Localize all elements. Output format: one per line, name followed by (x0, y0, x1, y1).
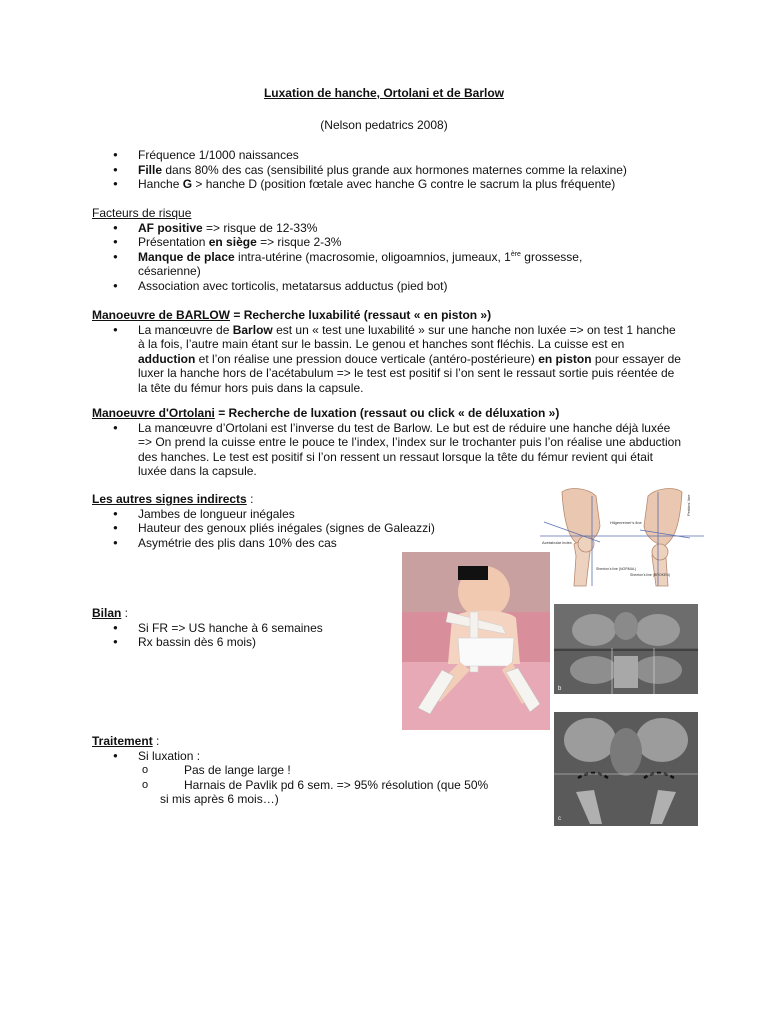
list-item: ● Hauteur des genoux pliés inégales (signes de Galeazzi) (92, 521, 532, 536)
risk-factors-section (92, 206, 692, 293)
bilan-section (92, 606, 392, 650)
baby-harness-photo (402, 552, 550, 730)
treatment-section (92, 734, 532, 807)
section-heading: Traitement : (92, 734, 160, 748)
intro-section (92, 148, 692, 192)
list-item: o Harnais de Pavlik pd 6 sem. => 95% résolution (que 50% (92, 778, 532, 793)
diagram-label: Shenton's line (NORMAL) (596, 567, 637, 571)
list-item: ● Fréquence 1/1000 naissances (92, 148, 692, 163)
list-item: ● La manœuvre de Barlow est un « test une luxabilité » sur une hanche non luxée => on test 1 hanche à la fois, l’autre main étant sur le bassin. Le genou et hanches sont fléchis. La cuisse est en adduction et l’on réalise une pression douce verticale (antéro-postérieure) en piston pour essayer de luxer la hanche hors de l’acétabulum => le test est positif si l’on sent le ressaut sortie puis réentée de la tête du fémur hors puis dans la capsule. (92, 323, 684, 396)
figure-letter: b (558, 686, 562, 692)
indirect-signs-section (92, 492, 532, 550)
diagram-label: Acetabular index (542, 540, 572, 545)
list-item: ● Si FR => US hanche à 6 semaines (92, 621, 392, 636)
section-heading: Les autres signes indirects : (92, 492, 254, 506)
xray-image-2 (554, 712, 698, 826)
xray-2 (554, 712, 698, 826)
list-item: ● Manque de place intra-utérine (macrosomie, oligoamnios, jumeaux, 1ère grossesse, césarienne) (92, 250, 632, 279)
hip-diagram (540, 486, 704, 588)
list-item: ● Rx bassin dès 6 mois) (92, 635, 392, 650)
privacy-bar (458, 566, 488, 580)
diagram-label: Shenton's line (BROKEN) (630, 573, 670, 577)
list-item: o Pas de lange large ! (92, 763, 532, 778)
list-item: ● Fille dans 80% des cas (sensibilité plus grande aux hormones maternes comme la relaxine) (92, 163, 692, 178)
figure-letter: c (558, 816, 561, 822)
section-heading: Manoeuvre d'Ortolani = Recherche de luxation (ressaut ou click « de déluxation ») (92, 406, 560, 420)
baby-photo (402, 552, 550, 730)
diagram-label: Hilgenreiner's line (610, 520, 642, 525)
section-heading: Facteurs de risque (92, 206, 192, 220)
list-item: ● Association avec torticolis, metatarsus adductus (pied bot) (92, 279, 632, 294)
page-subtitle: (Nelson pedatrics 2008) (320, 118, 448, 132)
list-item: ● Hanche G > hanche D (position fœtale avec hanche G contre le sacrum la plus fréquente) (92, 177, 692, 192)
list-item: ● La manœuvre d’Ortolani est l’inverse du test de Barlow. Le but est de réduire une hanche déjà luxée => On prend la cuisse entre le pouce te l’index, l’index sur le trochanter puis l’on réalise une abduction des hanches. Le test est positif si l’on ressent un ressaut lorsque la tête du fémur revient qui était luxée dans la capsule. (92, 421, 684, 479)
ortolani-section (92, 406, 692, 479)
xray-1 (554, 604, 698, 694)
list-item: ● Présentation en siège => risque 2-3% (92, 235, 632, 250)
list-item: ● Si luxation : (92, 749, 532, 764)
barlow-section (92, 308, 692, 395)
section-heading: Bilan : (92, 606, 129, 620)
list-item-continuation: si mis après 6 mois…) (160, 792, 279, 806)
list-item: ● Jambes de longueur inégales (92, 507, 532, 522)
diagram-label: Perkins' line (686, 494, 691, 516)
section-heading: Manoeuvre de BARLOW = Recherche luxabilité (ressaut « en piston ») (92, 308, 492, 322)
hip-diagram-figure (540, 486, 704, 588)
xray-image-1 (554, 604, 698, 694)
list-item: ● AF positive => risque de 12-33% (92, 221, 632, 236)
page-title: Luxation de hanche, Ortolani et de Barlow (263, 86, 505, 100)
list-item: ● Asymétrie des plis dans 10% des cas (92, 536, 532, 551)
